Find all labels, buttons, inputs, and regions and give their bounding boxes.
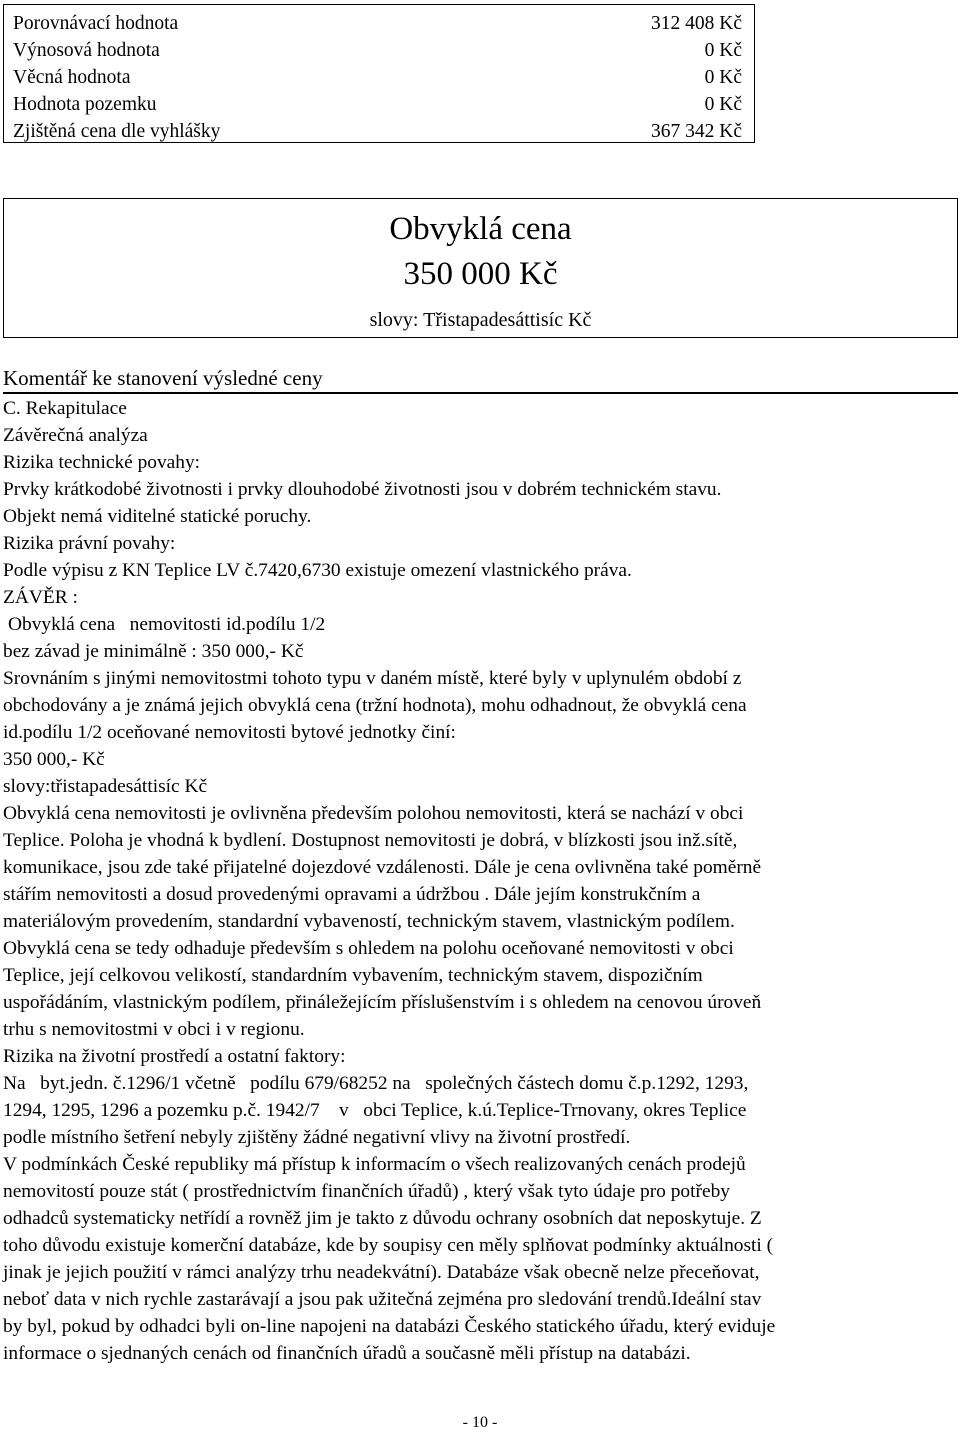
text-line: Obvyklá cena nemovitosti id.podílu 1/2 [8, 614, 326, 635]
summary-label: Zjištěná cena dle vyhlášky [13, 121, 221, 142]
summary-row-material [13, 64, 742, 91]
summary-value: 0 Kč [704, 40, 742, 61]
text-line: Teplice, její celkovou velikostí, standardním vybavením, technickým stavem, dispozičním [3, 965, 703, 986]
summary-row-income [13, 37, 742, 64]
text-line: Obvyklá cena nemovitosti je ovlivněna především polohou nemovitosti, která se nachází v obci [3, 803, 744, 824]
comment-heading: Komentář ke stanovení výsledné ceny [3, 366, 958, 394]
text-line: slovy:třistapadesáttisíc Kč [3, 776, 208, 797]
text-line: materiálovým provedením, standardní vybaveností, technickým stavem, vlastnickým podílem. [3, 911, 735, 932]
usual-price-in-words: slovy: Třistapadesáttisíc Kč [369, 309, 592, 331]
text-line: informace o sjednaných cenách od finančních úřadů a současně měli přístup na databázi. [3, 1343, 691, 1364]
text-line: bez závad je minimálně : 350 000,- Kč [3, 641, 304, 662]
text-line: Srovnáním s jinými nemovitostmi tohoto typu v daném místě, které byly v uplynulém období z [3, 668, 742, 689]
text-line: odhadců systematicky netřídí a rovněž jim je takto z důvodu ochrany osobních dat neposkytuje. Z [3, 1208, 762, 1229]
usual-price-title: Obvyklá cena [389, 211, 572, 247]
usual-price-value: 350 000 Kč [403, 256, 558, 292]
comment-body [3, 395, 958, 1367]
text-line: uspořádáním, vlastnickým podílem, přináležejícím příslušenstvím i s ohledem na cenovou úroveň [3, 992, 762, 1013]
text-line: nemovitostí pouze stát ( prostřednictvím finančních úřadů) , který však tyto údaje pro potřeby [3, 1181, 730, 1202]
usual-price-box [3, 198, 958, 338]
summary-value: 0 Kč [704, 94, 742, 115]
text-line: Obvyklá cena se tedy odhaduje především s ohledem na polohu oceňované nemovitosti v obci [3, 938, 734, 959]
text-line: Rizika na životní prostředí a ostatní faktory: [3, 1046, 346, 1067]
summary-label: Věcná hodnota [13, 67, 131, 88]
text-line: Závěrečná analýza [3, 425, 148, 446]
summary-value: 367 342 Kč [651, 121, 742, 142]
summary-label: Výnosová hodnota [13, 40, 160, 61]
text-line: stářím nemovitosti a dosud provedenými opravami a údržbou . Dále jejím konstrukčním a [3, 884, 701, 905]
text-line: podle místního šetření nebyly zjištěny žádné negativní vlivy na životní prostředí. [3, 1127, 631, 1148]
text-line: Teplice. Poloha je vhodná k bydlení. Dostupnost nemovitosti je dobrá, v blízkosti jsou inž.sítě, [3, 830, 738, 851]
summary-label: Hodnota pozemku [13, 94, 157, 115]
text-line: jinak je jejich použití v rámci analýzy trhu neadekvátní). Databáze však obecně nelze přeceňovat, [3, 1262, 760, 1283]
summary-row-land [13, 91, 742, 118]
summary-row-decree-price [13, 118, 742, 145]
text-line: V podmínkách České republiky má přístup k informacím o všech realizovaných cenách prodejů [3, 1154, 746, 1175]
text-line: Podle výpisu z KN Teplice LV č.7420,6730 existuje omezení vlastnického práva. [3, 560, 632, 581]
text-line: neboť data v nich rychle zastarávají a jsou pak užitečná zejména pro sledování trendů.Ideální stav [3, 1289, 762, 1310]
text-line: by byl, pokud by odhadci byli on-line napojeni na databázi Českého statického úřadu, který eviduje [3, 1316, 776, 1337]
text-line: komunikace, jsou zde také přijatelné dojezdové vzdálenosti. Dále je cena ovlivněna také poměrně [3, 857, 762, 878]
page-number: - 10 - [462, 1414, 498, 1431]
text-line: trhu s nemovitostmi v obci i v regionu. [3, 1019, 305, 1040]
text-line: Objekt nemá viditelné statické poruchy. [3, 506, 312, 527]
text-line: ZÁVĚR : [3, 587, 78, 608]
text-line: Rizika právní povahy: [3, 533, 176, 554]
text-line: Rizika technické povahy: [3, 452, 201, 473]
summary-row-comparative [13, 10, 742, 37]
valuation-summary-table [3, 4, 755, 143]
text-line: 350 000,- Kč [3, 749, 105, 770]
text-line: obchodovány a je známá jejich obvyklá cena (tržní hodnota), mohu odhadnout, že obvyklá cena [3, 695, 747, 716]
text-line: Na byt.jedn. č.1296/1 včetně podílu 679/68252 na společných částech domu č.p.1292, 1293, [3, 1073, 749, 1094]
text-line: C. Rekapitulace [3, 398, 127, 419]
summary-value: 0 Kč [704, 67, 742, 88]
text-line: 1294, 1295, 1296 a pozemku p.č. 1942/7 v obci Teplice, k.ú.Teplice-Trnovany, okres Teplice [3, 1100, 747, 1121]
text-line: Prvky krátkodobé životnosti i prvky dlouhodobé životnosti jsou v dobrém technickém stavu. [3, 479, 722, 500]
summary-label: Porovnávací hodnota [13, 13, 179, 34]
summary-value: 312 408 Kč [651, 13, 742, 34]
text-line: toho důvodu existuje komerční databáze, kde by soupisy cen měly splňovat podmínky aktuálnosti ( [3, 1235, 774, 1256]
text-line: id.podílu 1/2 oceňované nemovitosti bytové jednotky činí: [3, 722, 456, 743]
